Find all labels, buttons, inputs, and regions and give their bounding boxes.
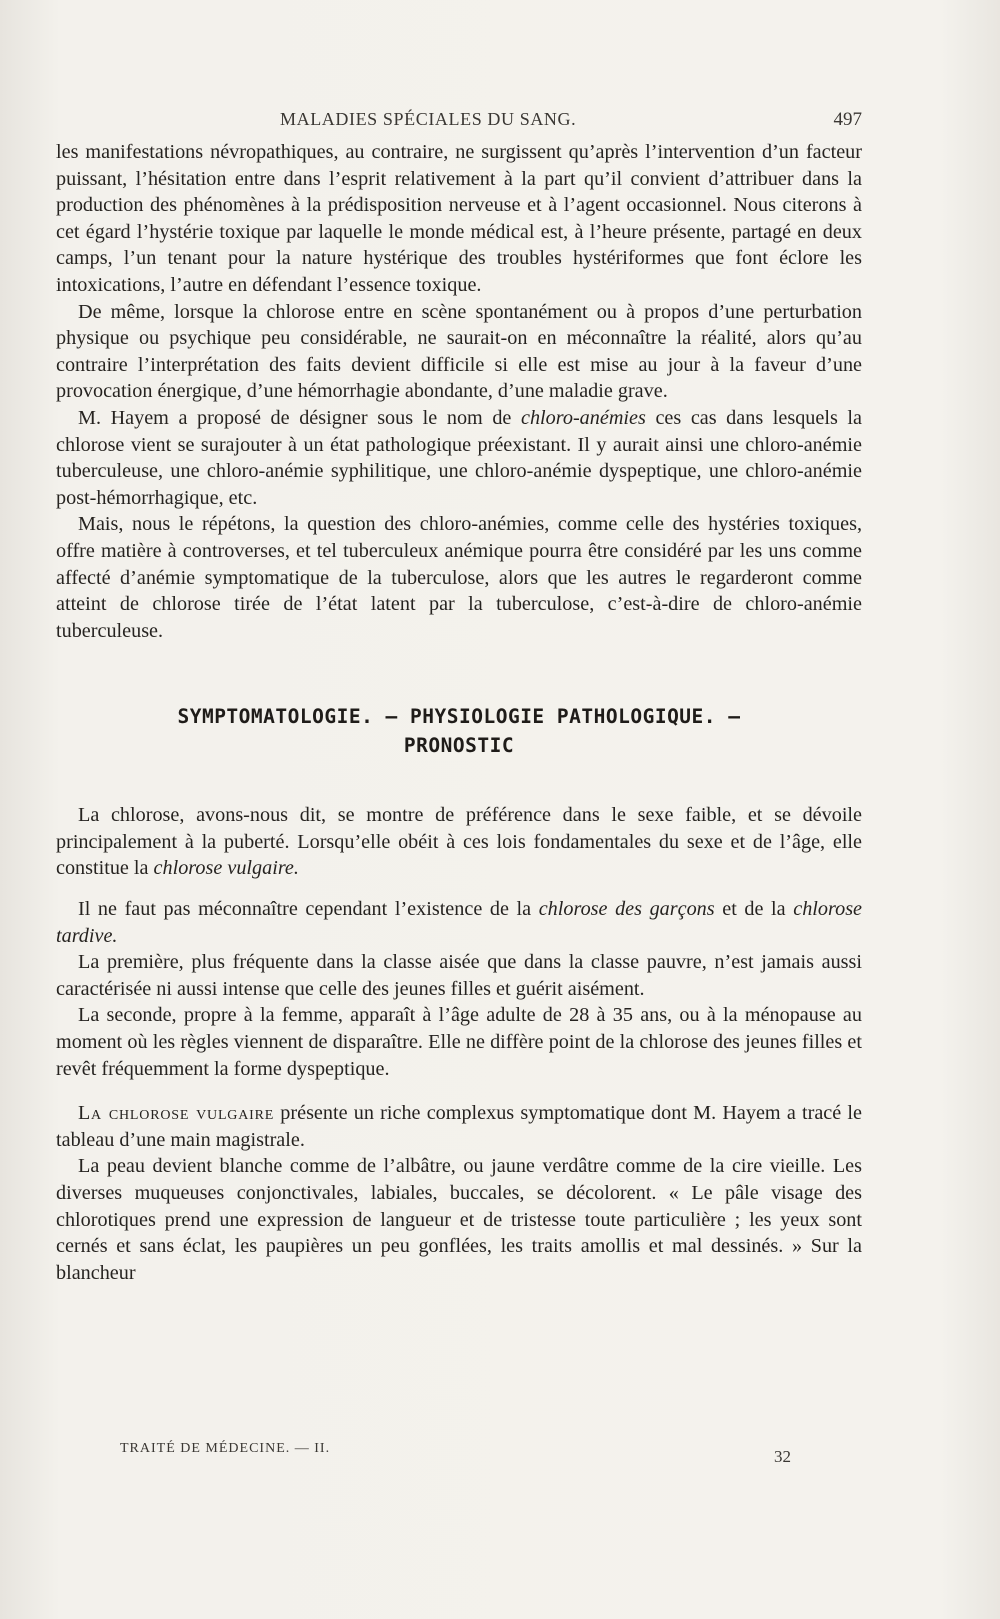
paragraph-4: Mais, nous le répétons, la question des chloro-anémies, comme celle des hystéries toxiques, offre matière à controverses, et tel tuberculeux anémique pourra être considéré par les uns comme affecté d’anémie symptomatique de la tuberculose, alors que les autres le regarderont comme atteint de chlorose tirée de l’état latent par la tuberculose, c’est-à-dire de chloro-anémie tuberculeuse. [56,513,862,642]
paragraph-6-text-a: Il ne faut pas méconnaître cependant l’existence de la [78,898,539,921]
paragraph-5 [56,802,862,882]
paragraph-9-small-caps: La chlorose vulgaire [78,1102,275,1125]
running-head [56,109,862,139]
paragraph-1: les manifestations névropathiques, au contraire, ne surgissent qu’après l’intervention d’un facteur puissant, l’hésitation entre dans l’esprit relativement à la part qu’il convient d’attribuer dans la production des phénomènes à la prédisposition nerveuse et à l’agent occasionnel. Nous citerons à cet égard l’hystérie toxique par laquelle le monde médical est, à l’heure présente, partagé en deux camps, l’un tenant pour la nature hystérique des troubles hystériformes que font éclore les intoxications, l’autre en défendant l’essence toxique. [56,141,862,296]
section-heading [56,702,862,760]
paragraph-6-italic-2: chlorose tardive. [56,898,863,947]
paragraph-6 [56,896,862,949]
paragraph-3-text-b: ces cas dans lesquels la chlorose vient se surajouter à un état pathologique préexistant. Il y aurait ainsi une chloro-anémie tuberculeuse, une chloro-anémie syphilitique, une chloro-anémie dyspeptique, une chloro-anémie post-hémorrhagique, etc. [56,406,862,509]
footer-book-title: TRAITÉ DE MÉDECINE. — II. [120,1441,331,1456]
paragraph-5-italic: chlorose vulgaire. [153,857,299,880]
paragraph-2: De même, lorsque la chlorose entre en scène spontanément ou à propos d’une perturbation physique ou psychique peu considérable, ne saurait-on en méconnaître la réalité, alors qu’au contraire l’interprétation des faits devient difficile si elle est mise au jour à la faveur d’une provocation énergique, d’une hémorrhagie abondante, d’une maladie grave. [56,300,862,403]
section-heading-line-1: SYMPTOMATOLOGIE. — PHYSIOLOGIE PATHOLOGIQUE. — [177,705,741,729]
paragraph-3 [56,405,862,511]
paragraph-7: La première, plus fréquente dans la classe aisée que dans la classe pauvre, n’est jamais aussi caractérisée ni aussi intense que celle des jeunes filles et guérit aisément. [56,951,862,1000]
paragraph-3-italic: chloro-anémies [521,406,646,429]
page-number: 497 [833,109,862,130]
paragraph-6-italic-1: chlorose des garçons [538,898,715,921]
paragraph-5-text: La chlorose, avons-nous dit, se montre de préférence dans le sexe faible, et se dévoile principalement à la puberté. Lorsqu’elle obéit à ces lois fondamentales du sexe et de l’âge, elle constitue la [56,804,862,880]
paragraph-8: La seconde, propre à la femme, apparaît à l’âge adulte de 28 à 35 ans, ou à la ménopause au moment où les règles viennent de disparaître. Elle ne diffère point de la chlorose des jeunes filles et revêt fréquemment la forme dyspeptique. [56,1004,862,1080]
page-footer [56,1441,862,1471]
running-title: MALADIES SPÉCIALES DU SANG. [280,109,577,129]
paragraph-9-text: présente un riche complexus symptomatique dont M. Hayem a tracé le tableau d’une main magistrale. [56,1102,862,1151]
signature-mark: 32 [774,1447,791,1466]
body-text [56,139,862,1286]
paragraph-10: La peau devient blanche comme de l’albâtre, ou jaune verdâtre comme de la cire vieille. Les diverses muqueuses conjonctivales, labiales, buccales, se décolorent. « Le pâle visage des chlorotiques prend une expression de langueur et de tristesse toute particulière ; les yeux sont cernés et sans éclat, les paupières un peu gonflées, les traits amollis et mal dessinés. » Sur la blancheur [56,1155,862,1284]
paragraph-9 [56,1100,862,1153]
paragraph-3-text-a: M. Hayem a proposé de désigner sous le nom de [78,406,521,429]
section-heading-line-2: PRONOSTIC [403,734,515,758]
paragraph-6-text-b: et de la [714,898,794,921]
